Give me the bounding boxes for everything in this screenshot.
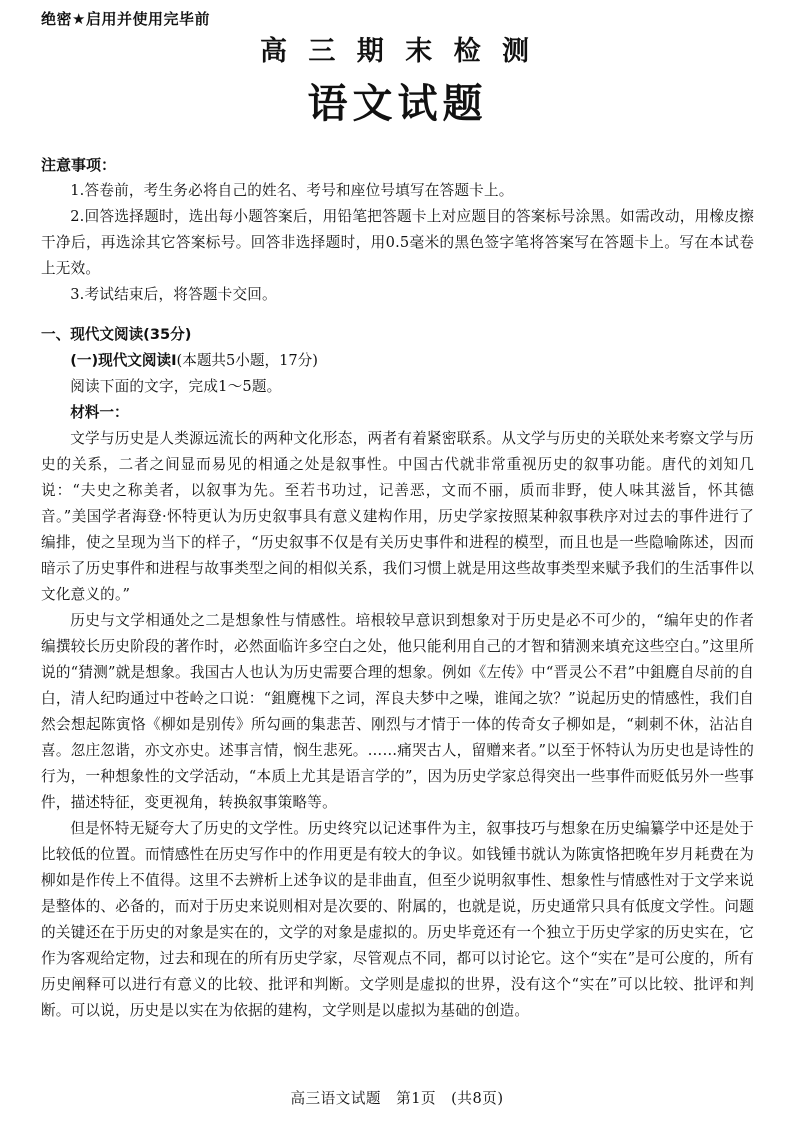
- sub-section-heading: [41, 348, 754, 374]
- material-label: 材料一：: [70, 404, 129, 421]
- exam-subject-title: 语文试题: [307, 81, 488, 127]
- notice-item-3: 3.考试结束后，将答题卡交回。: [70, 286, 277, 303]
- notice-item-2: 2.回答选择题时，选出每小题答案后，用铅笔把答题卡上对应题目的答案标号涂黑。如需改动，用橡皮擦干净后，再选涂其它答案标号。回答非选择题时，用0.5毫米的黑色签字笔将答案写在答题卡上。写在本试卷上无效。: [41, 208, 754, 277]
- section-heading: 一、现代文阅读(35分): [41, 326, 192, 343]
- notice-item-1: 1.答卷前，考生务必将自己的姓名、考号和座位号填写在答题卡上。: [70, 182, 514, 199]
- notice-heading: 注意事项：: [41, 156, 117, 174]
- page-footer: 高三语文试题 第1页 (共8页): [290, 1090, 504, 1107]
- reading-instruction: 阅读下面的文字，完成1～5题。: [70, 378, 282, 395]
- exam-title: 高 三 期 末 检 测: [260, 36, 535, 67]
- passage-paragraph-3: 但是怀特无疑夸大了历史的文学性。历史终究以记述事件为主，叙事技巧与想象在历史编纂学中还是处于比较低的位置。而情感性在历史写作中的作用更是有较大的争议。如钱锺书就认为陈寅恪把晚年岁月耗费在为柳如是作传上不值得。这里不去辨析上述争议的是非曲直，但至少说明叙事性、想象性与情感性对于文学来说是整体的、必备的，而对于历史来说则相对是次要的、附属的，也就是说，历史通常只具有低度文学性。问题的关键还在于历史的对象是实在的，文学的对象是虚拟的。历史毕竟还有一个独立于历史学家的历史实在，它作为客观给定物，过去和现在的所有历史学家，尽管观点不同，都可以讨论它。这个“实在”是可公度的，所有历史阐释可以进行有意义的比较、批评和判断。文学则是虚拟的世界，没有这个“实在”可以比较、批评和判断。可以说，历史是以实在为依据的建构，文学则是以虚拟为基础的创造。: [41, 820, 754, 1019]
- sub-section-note: (本题共5小题，17分): [176, 352, 318, 369]
- sub-section-title: (一)现代文阅读Ⅰ: [70, 352, 177, 369]
- passage-paragraph-2: 历史与文学相通处之二是想象性与情感性。培根较早意识到想象对于历史是必不可少的，“编年史的作者编撰较长历史阶段的著作时，必然面临许多空白之处，他只能利用自己的才智和猜测来填充这些空白。”这里所说的“猜测”就是想象。我国古人也认为历史需要合理的想象。例如《左传》中“晋灵公不君”中鉏麑自尽前的自白，清人纪昀通过中苍岭之口说：“鉏麑槐下之词，浑良夫梦中之噪，谁闻之欤？”说起历史的情感性，我们自然会想起陈寅恪《柳如是别传》所勾画的集悲苦、刚烈与才情于一体的传奇女子柳如是，“刺刺不休，沾沾自喜。忽庄忽谐，亦文亦史。述事言情，悯生悲死。……痛哭古人，留赠来者。”以至于怀特认为历史也是诗性的行为，一种想象性的文学活动，“本质上尤其是语言学的”，因为历史学家总得突出一些事件而贬低另外一些事件，描述特征，变更视角，转换叙事策略等。: [41, 612, 754, 811]
- passage-paragraph-1: 文学与历史是人类源远流长的两种文化形态，两者有着紧密联系。从文学与历史的关联处来考察文学与历史的关系，二者之间显而易见的相通之处是叙事性。中国古代就非常重视历史的叙事功能。唐代的刘知几说：“夫史之称美者，以叙事为先。至若书功过，记善恶，文而不丽，质而非野，使人味其滋旨，怀其德音。”美国学者海登·怀特更认为历史叙事具有意义建构作用，历史学家按照某种叙事秩序对过去的事件进行了编排，使之呈现为当下的样子，“历史叙事不仅是有关历史事件和进程的模型，而且也是一些隐喻陈述，因而暗示了历史事件和进程与故事类型之间的相似关系，我们习惯上就是用这些故事类型来赋予我们的生活事件以文化意义的。”: [41, 430, 754, 603]
- secret-mark: 绝密★启用并使用完毕前: [41, 10, 210, 28]
